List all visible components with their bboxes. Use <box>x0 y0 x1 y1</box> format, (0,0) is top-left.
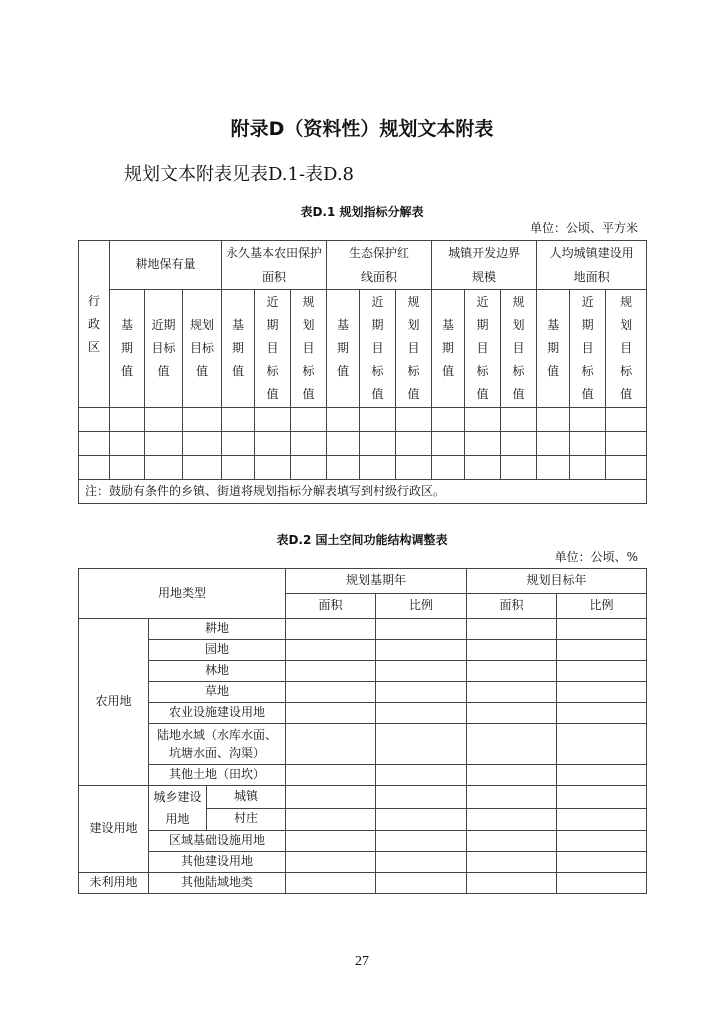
cell <box>376 724 467 765</box>
land-function-structure-table <box>78 568 647 894</box>
cell <box>537 456 570 480</box>
land-item: 区域基础设施用地 <box>149 831 286 852</box>
table-row <box>79 408 647 432</box>
cell <box>286 661 376 682</box>
cell <box>222 432 255 456</box>
cell <box>286 640 376 661</box>
group-header <box>432 241 537 290</box>
table1-note: 注：鼓励有条件的乡镇、街道将规划指标分解表填写到村级行政区。 <box>79 480 647 504</box>
intro-text: 规划文本附表见表D.1-表D.8 <box>124 164 355 185</box>
cell <box>376 808 467 831</box>
cell <box>467 873 557 894</box>
sub-header-label: 近期目标值 <box>151 318 176 378</box>
cell <box>376 831 467 852</box>
cell <box>467 808 557 831</box>
table2-caption: 表D.2 国土空间功能结构调整表 <box>276 533 448 547</box>
sub-header <box>537 290 570 408</box>
cell <box>557 831 647 852</box>
sub-header <box>110 290 145 408</box>
group-header: 耕地保有量 <box>110 241 222 290</box>
table-row <box>79 873 647 894</box>
cell <box>557 640 647 661</box>
sub-header <box>432 290 465 408</box>
table1-unit: 单位：公顷、平方米 <box>529 221 638 235</box>
region-header <box>79 241 110 408</box>
land-type-header: 用地类型 <box>79 569 286 619</box>
cell <box>557 619 647 640</box>
cell <box>432 408 465 432</box>
construction-land-label: 建设用地 <box>79 786 149 873</box>
cell <box>79 408 110 432</box>
cell <box>467 831 557 852</box>
land-item: 林地 <box>149 661 286 682</box>
cell <box>465 408 501 432</box>
cell <box>255 408 291 432</box>
cell <box>376 640 467 661</box>
sub-header <box>606 290 647 408</box>
cell <box>557 808 647 831</box>
urban-rural-label-text: 城乡建设用地 <box>153 790 202 826</box>
agri-land-label: 农用地 <box>79 619 149 786</box>
sub-header <box>570 290 606 408</box>
cell <box>376 852 467 873</box>
cell <box>467 682 557 703</box>
cell <box>183 408 222 432</box>
cell <box>286 765 376 786</box>
sub-header-label: 近期目标值 <box>371 295 384 401</box>
cell <box>570 456 606 480</box>
cell <box>396 408 432 432</box>
sub-header-label: 规划目标值 <box>512 295 525 401</box>
page-title: 附录D（资料性）规划文本附表 <box>230 118 494 140</box>
cell <box>465 456 501 480</box>
cell <box>286 852 376 873</box>
sub-header-label: 基期值 <box>232 318 245 378</box>
land-item: 园地 <box>149 640 286 661</box>
cell <box>327 456 360 480</box>
cell <box>286 619 376 640</box>
table-row <box>79 724 647 765</box>
cell <box>501 456 537 480</box>
cell <box>501 432 537 456</box>
cell <box>110 408 145 432</box>
cell <box>286 724 376 765</box>
cell <box>467 619 557 640</box>
sub-header-label: 基期值 <box>120 318 133 378</box>
ratio-header: 比例 <box>557 594 647 619</box>
cell <box>110 432 145 456</box>
sub-header <box>145 290 183 408</box>
cell <box>360 456 396 480</box>
cell <box>360 408 396 432</box>
cell <box>606 408 647 432</box>
cell <box>376 703 467 724</box>
table-row <box>79 703 647 724</box>
cell <box>376 873 467 894</box>
land-item-label: 陆地水域（水库水面、坑塘水面、沟渠） <box>157 728 278 760</box>
table-row <box>79 456 647 480</box>
cell <box>286 873 376 894</box>
cell <box>557 873 647 894</box>
sub-header <box>183 290 222 408</box>
cell <box>255 456 291 480</box>
sub-header <box>291 290 327 408</box>
sub-header <box>501 290 537 408</box>
cell <box>286 808 376 831</box>
table-row <box>79 786 647 809</box>
sub-header <box>255 290 291 408</box>
cell <box>467 661 557 682</box>
ratio-header: 比例 <box>376 594 467 619</box>
cell <box>222 408 255 432</box>
table-row <box>79 852 647 873</box>
cell <box>110 456 145 480</box>
table-row <box>79 432 647 456</box>
cell <box>396 432 432 456</box>
sub-header-label: 规划目标值 <box>302 295 315 401</box>
cell <box>255 432 291 456</box>
group-header-label: 生态保护红线面积 <box>349 246 410 284</box>
cell <box>79 432 110 456</box>
sub-header <box>360 290 396 408</box>
table-row <box>79 661 647 682</box>
land-item: 其他建设用地 <box>149 852 286 873</box>
sub-header-label: 近期目标值 <box>581 295 594 401</box>
cell <box>360 432 396 456</box>
cell <box>183 456 222 480</box>
unused-land-label: 未利用地 <box>79 873 149 894</box>
table1-caption: 表D.1 规划指标分解表 <box>300 205 424 219</box>
sub-header-label: 规划目标值 <box>190 318 215 378</box>
cell <box>465 432 501 456</box>
cell <box>291 408 327 432</box>
table-row <box>79 682 647 703</box>
table-row <box>79 765 647 786</box>
cell <box>537 408 570 432</box>
base-year-header: 规划基期年 <box>286 569 467 594</box>
group-header-label: 城镇开发边界规模 <box>448 246 521 284</box>
cell <box>145 408 183 432</box>
cell <box>286 703 376 724</box>
land-item: 城镇 <box>207 786 286 809</box>
sub-header <box>327 290 360 408</box>
table-row <box>79 619 647 640</box>
cell <box>570 432 606 456</box>
land-item: 其他陆域地类 <box>149 873 286 894</box>
cell <box>467 703 557 724</box>
cell <box>376 765 467 786</box>
area-header: 面积 <box>286 594 376 619</box>
cell <box>537 432 570 456</box>
cell <box>467 852 557 873</box>
cell <box>557 682 647 703</box>
group-header-label: 永久基本农田保护面积 <box>226 246 323 284</box>
cell <box>606 456 647 480</box>
cell <box>376 661 467 682</box>
cell <box>432 456 465 480</box>
cell <box>79 456 110 480</box>
page-number: 27 <box>355 954 369 969</box>
area-header: 面积 <box>467 594 557 619</box>
table-row <box>79 831 647 852</box>
cell <box>286 831 376 852</box>
sub-header-label: 规划目标值 <box>407 295 420 401</box>
land-item: 农业设施建设用地 <box>149 703 286 724</box>
cell <box>145 456 183 480</box>
sub-header-label: 近期目标值 <box>476 295 489 401</box>
cell <box>557 724 647 765</box>
land-item: 村庄 <box>207 808 286 831</box>
cell <box>291 432 327 456</box>
cell <box>557 703 647 724</box>
sub-header-label: 近期目标值 <box>266 295 279 401</box>
group-header <box>537 241 647 290</box>
indicator-breakdown-table <box>78 240 647 504</box>
cell <box>606 432 647 456</box>
region-header-label: 行政区 <box>87 293 100 354</box>
sub-header-label: 规划目标值 <box>620 295 633 401</box>
cell <box>327 432 360 456</box>
sub-header-label: 基期值 <box>442 318 455 378</box>
cell <box>557 661 647 682</box>
cell <box>286 786 376 809</box>
cell <box>396 456 432 480</box>
table-row <box>79 640 647 661</box>
table2-unit: 单位：公顷、% <box>554 550 638 564</box>
cell <box>467 640 557 661</box>
cell <box>557 765 647 786</box>
land-item: 草地 <box>149 682 286 703</box>
cell <box>291 456 327 480</box>
cell <box>376 619 467 640</box>
target-year-header: 规划目标年 <box>467 569 647 594</box>
cell <box>557 852 647 873</box>
cell <box>467 786 557 809</box>
sub-header-label: 基期值 <box>337 318 350 378</box>
cell <box>327 408 360 432</box>
group-header <box>327 241 432 290</box>
group-header-label: 人均城镇建设用地面积 <box>549 246 634 284</box>
sub-header-label: 基期值 <box>547 318 560 378</box>
sub-header <box>396 290 432 408</box>
cell <box>222 456 255 480</box>
cell <box>501 408 537 432</box>
cell <box>376 786 467 809</box>
sub-header <box>465 290 501 408</box>
cell <box>183 432 222 456</box>
cell <box>432 432 465 456</box>
cell <box>467 765 557 786</box>
cell <box>286 682 376 703</box>
cell <box>467 724 557 765</box>
cell <box>145 432 183 456</box>
land-item: 耕地 <box>149 619 286 640</box>
sub-header <box>222 290 255 408</box>
land-item <box>149 724 286 765</box>
cell <box>376 682 467 703</box>
cell <box>557 786 647 809</box>
urban-rural-label <box>149 786 207 831</box>
group-header <box>222 241 327 290</box>
land-item: 其他土地（田坎） <box>149 765 286 786</box>
cell <box>570 408 606 432</box>
